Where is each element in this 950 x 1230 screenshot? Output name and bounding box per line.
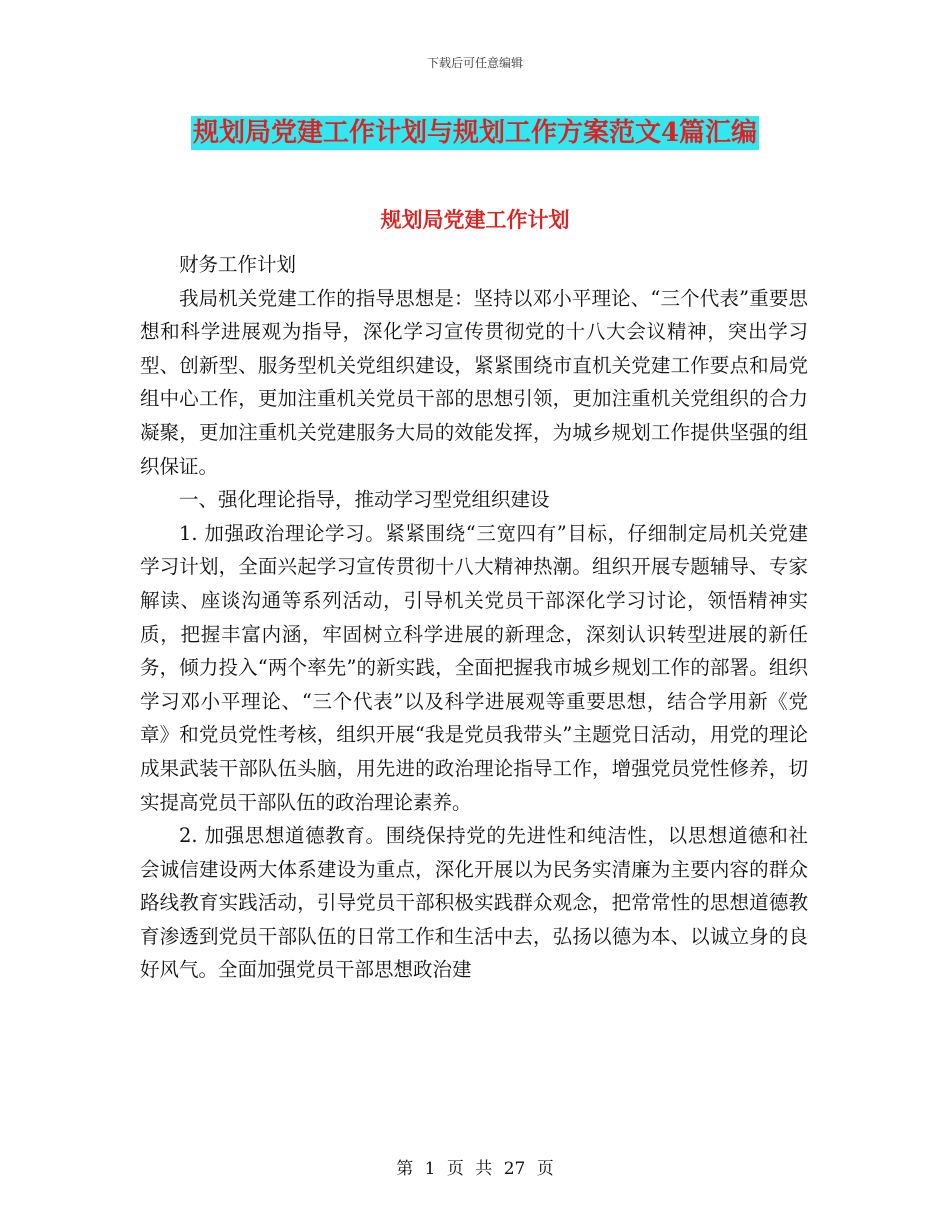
page-footer xyxy=(0,1154,950,1179)
paragraph: 我局机关党建工作的指导思想是：坚持以邓小平理论、“三个代表”重要思想和科学进展观为指导，深化学习宣传贯彻党的十八大会议精神，突出学习型、创新型、服务型机关党组织建设，紧紧围绕市直机关党建工作要点和局党组中心工作，更加注重机关党员干部的思想引领，更加注重机关党组织的合力凝聚，更加注重机关党建服务大局的效能发挥，为城乡规划工作提供坚强的组织保证。 xyxy=(140,286,808,478)
main-title xyxy=(0,112,950,149)
body-text xyxy=(140,248,808,987)
footer-middle: 页 共 xyxy=(446,1159,493,1179)
paragraph: 一、强化理论指导，推动学习型党组织建设 xyxy=(179,488,550,512)
main-title-highlight: 规划局党建工作计划与规划工作方案范文4篇汇编 xyxy=(192,118,758,148)
footer-prefix: 第 xyxy=(396,1159,414,1179)
paragraph: 2. 加强思想道德教育。围绕保持党的先进性和纯洁性，以思想道德和社会诚信建设两大体系建设为重点，深化开展以为民务实清廉为主要内容的群众路线教育实践活动，引导党员干部积极实践群众观念，把常常性的思想道德教育渗透到党员干部队伍的日常工作和生活中去，弘扬以德为本、以诚立身的良好风气。全面加强党员干部思想政治建 xyxy=(140,824,808,982)
total-pages-number: 27 xyxy=(503,1159,526,1179)
footer-suffix: 页 xyxy=(536,1159,554,1179)
section-title: 规划局党建工作计划 xyxy=(380,207,570,232)
paragraph: 财务工作计划 xyxy=(179,253,297,276)
current-page-number: 1 xyxy=(424,1159,436,1179)
header-note: 下载后可任意编辑 xyxy=(426,56,523,70)
paragraph: 1. 加强政治理论学习。紧紧围绕“三宽四有”目标，仔细制定局机关党建学习计划，全面兴起学习宣传贯彻十八大精神热潮。组织开展专题辅导、专家解读、座谈沟通等系列活动，引导机关党员干部深化学习讨论，领悟精神实质，把握丰富内涵，牢固树立科学进展的新理念，深刻认识转型进展的新任务，倾力投入“两个率先”的新实践，全面把握我市城乡规划工作的部署。组织学习邓小平理论、“三个代表”以及科学进展观等重要思想，结合学用新《党章》和党员党性考核，组织开展“我是党员我带头”主题党日活动，用党的理论成果武装干部队伍头脑，用先进的政治理论指导工作，增强党员党性修养，切实提高党员干部队伍的政治理论素养。 xyxy=(140,521,808,814)
